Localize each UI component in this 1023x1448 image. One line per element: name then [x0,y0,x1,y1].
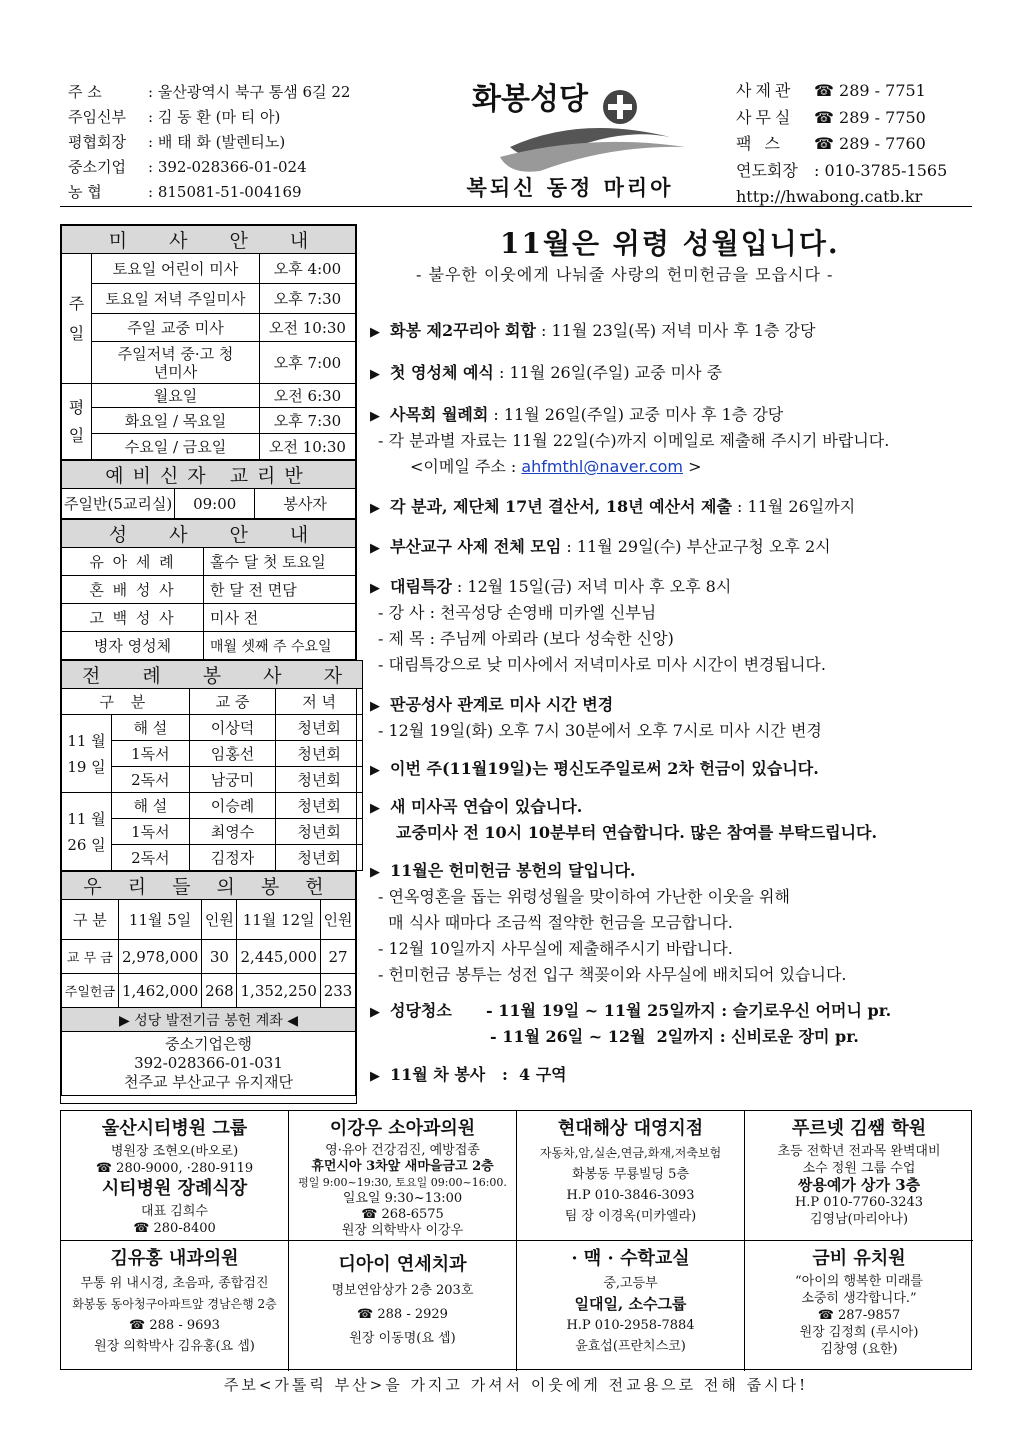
info-key: 주 소 [68,83,102,101]
info-key: 사무실 [736,107,795,127]
ad-card [517,1241,745,1371]
ad-title: 김유홍 내과의원 [110,1248,239,1269]
ad-line: H.P 010-2958-7884 [566,1318,695,1333]
header-info-left [68,80,368,205]
fund-title: ▶ 성당 발전기금 봉헌 계좌 ◀ [62,1008,356,1032]
server-role: 1독서 [112,819,190,845]
sunday-label: 주일 [62,254,92,384]
class-time: 09:00 [175,489,255,519]
section-header: 성 사 안 내 [62,520,356,548]
ad-line: 무통 위 내시경, 초음파, 종합검진 [80,1276,269,1291]
info-key: 주임신부 [68,108,126,126]
ad-line: 평일 9:00~19:30, 토요일 09:00~16:00. [298,1176,507,1189]
offering-amount: 2,445,000 [237,940,321,974]
notice-sub: - 제 목 : 주님께 아뢰라 (보다 성숙한 신앙) [378,629,674,648]
sacrament-name: 혼 배 성 사 [62,576,204,604]
notice-item: ▶ 11월 차 봉사 : 4 구역 [370,1065,567,1084]
server-mass: 남궁미 [189,767,276,793]
info-value: : 010-3785-1565 [814,160,948,180]
notice-item: ▶ 성당청소 - 11월 19일 ~ 11월 25일까지 : 슬기로우신 어머니 pr. [370,1001,892,1020]
server-role: 2독서 [112,845,190,871]
fund-account [62,1032,356,1096]
notice-sub: - 헌미헌금 봉투는 성전 입구 책꽂이와 사무실에 배치되어 있습니다. [378,965,847,984]
ad-line: 윤효섭(프란치스코) [575,1339,686,1354]
fund-bank: 중소기업은행 [165,1035,252,1053]
info-key: 중소기업 [68,158,126,176]
info-value: : 815081-51-004169 [148,183,302,201]
mass-time: 오전 10:30 [260,434,356,460]
ad-line: 소수 정원 그룹 수업 [802,1161,916,1176]
sacrament-info: 매월 셋째 주 수요일 [204,632,356,660]
mass-time: 오후 7:00 [260,342,356,384]
ad-title: 푸르넷 김쌤 학원 [791,1118,927,1139]
ad-card [289,1241,517,1371]
sacrament-name: 고 백 성 사 [62,604,204,632]
column-header: 인원 [202,900,237,940]
offering-count: 268 [202,974,237,1008]
info-value: : 울산광역시 북구 통샘 6길 22 [148,83,351,101]
ad-card [745,1241,973,1371]
server-role: 해 설 [112,793,190,819]
info-value: : 392-028366-01-024 [148,158,307,176]
ad-line: 초등 전학년 전과목 완벽대비 [777,1144,941,1159]
ad-line: 화봉동 동아청구아파트앞 경남은행 2층 [72,1297,277,1311]
ad-line: ☎ 287-9857 [817,1308,901,1323]
offering-type: 교 무 금 [62,940,119,974]
offering-count: 233 [321,974,356,1008]
footer-note: 주보<가톨릭 부산>을 가지고 가셔서 이웃에게 전교용으로 전해 줍시다! [223,1376,809,1394]
server-evening: 청년회 [276,767,363,793]
notice-item: ▶ 화봉 제2꾸리아 회합 : 11월 23일(목) 저녁 미사 후 1층 강당 [370,321,816,340]
ad-line: ☎ 280-9000, ·280-9119 [95,1161,254,1176]
offering-table [61,871,356,1096]
server-date: 11 월 26 일 [62,793,112,871]
notice-item: ▶ 이번 주(11월19일)는 평신도주일로써 2차 헌금이 있습니다. [370,759,819,778]
mass-table [61,225,356,460]
notice-sub: - 대림특강으로 낮 미사에서 저녁미사로 미사 시간이 변경됩니다. [378,655,826,674]
ad-card [745,1111,973,1241]
server-evening: 청년회 [276,793,363,819]
ad-card [517,1111,745,1241]
section-header: 전 례 봉 사 자 [62,661,363,689]
fund-holder: 천주교 부산교구 유지재단 [124,1073,293,1091]
ad-line: 휴먼시아 3차앞 새마을금고 2층 [311,1159,494,1174]
notice-sub: - 강 사 : 천곡성당 손영배 미카엘 신부님 [378,603,657,622]
notice-item: ▶ 새 미사곡 연습이 있습니다. [370,797,583,816]
info-value: ☎ 289 - 7750 [814,107,926,127]
mass-time: 오전 10:30 [260,314,356,342]
server-evening: 청년회 [276,715,363,741]
ad-line: 팀 장 이경옥(미카엘라) [564,1209,697,1224]
notice-sub: - 11월 26일 ~ 12월 2일까지 : 신비로운 장미 pr. [490,1027,859,1046]
offering-count: 27 [321,940,356,974]
notice-item: ▶ 11월은 헌미헌금 봉헌의 달입니다. [370,861,636,880]
info-value: ☎ 289 - 7751 [814,81,926,100]
ad-line: 원장 의학박사 김유홍(요 셉) [94,1339,255,1354]
notice-item: ▶ 부산교구 사제 전체 모임 : 11월 29일(수) 부산교구청 오후 2시 [370,537,831,556]
offering-count: 30 [202,940,237,974]
notice-item: ▶ 각 분과, 제단체 17년 결산서, 18년 예산서 제출 : 11월 26일까지 [370,497,856,516]
catechumen-table [61,460,356,519]
notice-title: 11월은 위령 성월입니다. [500,227,840,260]
server-role: 해 설 [112,715,190,741]
ad-line: ☎ 288 - 9693 [129,1318,220,1333]
mass-time: 오전 6:30 [260,384,356,408]
ad-card [61,1241,289,1371]
email-link[interactable]: ahfmthl@naver.com [521,457,683,476]
ad-line: 일대일, 소수그룹 [574,1295,687,1313]
ad-line: 병원장 조현오(바오로) [110,1144,239,1159]
sacrament-table [61,519,356,660]
ad-line: ☎ 288 - 2929 [357,1307,448,1322]
info-key: 평협회장 [68,133,126,151]
weekday-label: 평일 [62,384,92,460]
offering-amount: 1,462,000 [118,974,202,1008]
sacrament-info: 미사 전 [204,604,356,632]
info-value: : 배 태 화 (발렌티노) [148,133,286,151]
notice-sub: 매 식사 때마다 조금씩 절약한 헌금을 모금합니다. [378,913,733,932]
section-header: 우 리 들 의 봉 헌 [62,872,356,900]
server-evening: 청년회 [276,819,363,845]
notice-subtitle: - 불우한 이웃에게 나눠줄 사랑의 헌미헌금을 모읍시다 - [416,265,834,284]
ad-title: · 맥 · 수학교실 [571,1248,690,1269]
ad-line: 화봉동 무룡빌딩 5층 [572,1167,689,1182]
notice-sub: - 12월 19일(화) 오후 7시 30분에서 오후 7시로 미사 시간 변경 [378,721,822,740]
column-header: 구 분 [62,900,119,940]
ad-line: 중,고등부 [603,1276,658,1291]
column-header: 인원 [321,900,356,940]
ad-line: H.P 010-3846-3093 [566,1188,695,1203]
ad-card [61,1111,289,1241]
ad-card [289,1111,517,1241]
mass-name: 수요일 / 금요일 [92,434,260,460]
notice-sub: - 연옥영혼을 돕는 위령성월을 맞이하여 가난한 이웃을 위해 [378,887,790,906]
logo-subtitle: 복되신 동정 마리아 [466,175,674,200]
logo-text: 화봉성당 [472,82,588,117]
website-link[interactable]: http://hwabong.catb.kr [736,187,923,206]
notice-sub: 교중미사 전 10시 10분부터 연습합니다. 많은 참여를 부탁드립니다. [396,823,878,842]
mass-name: 월요일 [92,384,260,408]
notice-sub: - 12월 10일까지 사무실에 제출해주시기 바랍니다. [378,939,733,958]
server-evening: 청년회 [276,845,363,871]
ad-title: 시티병원 장례식장 [101,1178,248,1199]
mass-name: 화요일 / 목요일 [92,408,260,434]
column-header: 구 분 [62,689,190,715]
mass-time: 오후 7:30 [260,408,356,434]
ad-line: 원장 김정희 (루시아) [799,1325,919,1340]
server-mass: 임홍선 [189,741,276,767]
info-key: 팩 스 [736,134,784,153]
notice-item: ▶ 판공성사 관계로 미사 시간 변경 [370,695,614,714]
server-role: 2독서 [112,767,190,793]
class-staff: 봉사자 [255,489,356,519]
ad-line: 쌍용예가 상가 3층 [797,1176,921,1194]
section-header: 예비신자 교리반 [62,461,356,489]
mass-name: 토요일 저녁 주일미사 [92,284,260,314]
sacrament-info: 홀수 달 첫 토요일 [204,548,356,576]
ad-line: 소중히 생각합니다.” [801,1291,917,1306]
ad-line: 김영남(마리아나) [809,1212,909,1227]
header-divider [60,206,972,207]
server-mass: 최영수 [189,819,276,845]
ad-line: 원장 의학박사 이강우 [341,1223,464,1238]
offering-amount: 1,352,250 [237,974,321,1008]
mass-name: 토요일 어린이 미사 [92,254,260,284]
server-mass: 김정자 [189,845,276,871]
sacrament-name: 병자 영성체 [62,632,204,660]
sacrament-info: 한 달 전 면담 [204,576,356,604]
notice-item: ▶ 대림특강 : 12월 15일(금) 저녁 미사 후 오후 8시 [370,577,732,596]
server-mass: 이승례 [189,793,276,819]
ad-line: ☎ 268-6575 [361,1207,444,1222]
notice-item: ▶ 첫 영성체 예식 : 11월 26일(주일) 교중 미사 중 [370,363,723,382]
left-info-column [60,224,360,1104]
notice-item: ▶ 사목회 월례회 : 11월 26일(주일) 교중 미사 후 1층 강당 [370,405,784,424]
church-logo [470,75,740,180]
server-evening: 청년회 [276,741,363,767]
ad-title: 디아이 연세치과 [338,1254,467,1275]
ad-line: H.P 010-7760-3243 [794,1195,924,1210]
column-header: 교 중 [189,689,276,715]
sacrament-name: 유 아 세 례 [62,548,204,576]
ad-title: 울산시티병원 그룹 [101,1118,248,1139]
offering-type: 주일헌금 [62,974,119,1008]
ad-line: 대표 김희수 [141,1204,208,1219]
column-header: 11월 5일 [118,900,202,940]
ad-title: 이강우 소아과의원 [329,1118,476,1139]
class-name: 주일반(5교리실) [62,489,175,519]
ad-line: ☎ 280-8400 [133,1221,216,1236]
mass-name: 주일저녁 중·고 청년미사 [92,342,260,384]
info-value: ☎ 289 - 7760 [814,134,926,153]
section-header: 미 사 안 내 [62,226,356,254]
mass-time: 오후 4:00 [260,254,356,284]
mass-name: 주일 교중 미사 [92,314,260,342]
ad-title: 현대해상 대영지점 [557,1118,704,1139]
header-info-right [736,78,986,211]
fund-number: 392-028366-01-031 [134,1054,283,1072]
ad-line: 자동차,암,실손,연금,화재,저축보험 [539,1146,722,1160]
server-role: 1독서 [112,741,190,767]
servers-table [61,660,363,871]
ad-title: 금비 유치원 [812,1248,906,1269]
ad-line: 원장 이동명(요 셉) [349,1331,456,1346]
mass-time: 오후 7:30 [260,284,356,314]
ad-line: 일요일 9:30~13:00 [342,1191,463,1206]
email-line: <이메일 주소 : ahfmthl@naver.com > [410,457,702,476]
server-date: 11 월 19 일 [62,715,112,793]
info-key: 연도회장 [736,160,798,180]
ad-line: 영·유아 건강검진, 예방접종 [325,1143,480,1158]
ad-line: “아이의 행복한 미래를 [795,1274,923,1289]
ad-line: 김창영 (요한) [820,1342,898,1357]
info-key: 사제관 [736,81,795,100]
notice-list [370,318,990,1088]
server-mass: 이상덕 [189,715,276,741]
column-header: 11월 12일 [237,900,321,940]
info-key: 농 협 [68,183,102,201]
notice-sub: - 각 분과별 자료는 11월 22일(수)까지 이메일로 제출해 주시기 바랍니다. [378,431,890,450]
ads-grid [60,1110,972,1370]
info-value: : 김 동 환 (마 티 아) [148,108,281,126]
column-header: 저 녁 [276,689,363,715]
offering-amount: 2,978,000 [118,940,202,974]
ad-line: 명보연암상가 2층 203호 [331,1283,474,1298]
